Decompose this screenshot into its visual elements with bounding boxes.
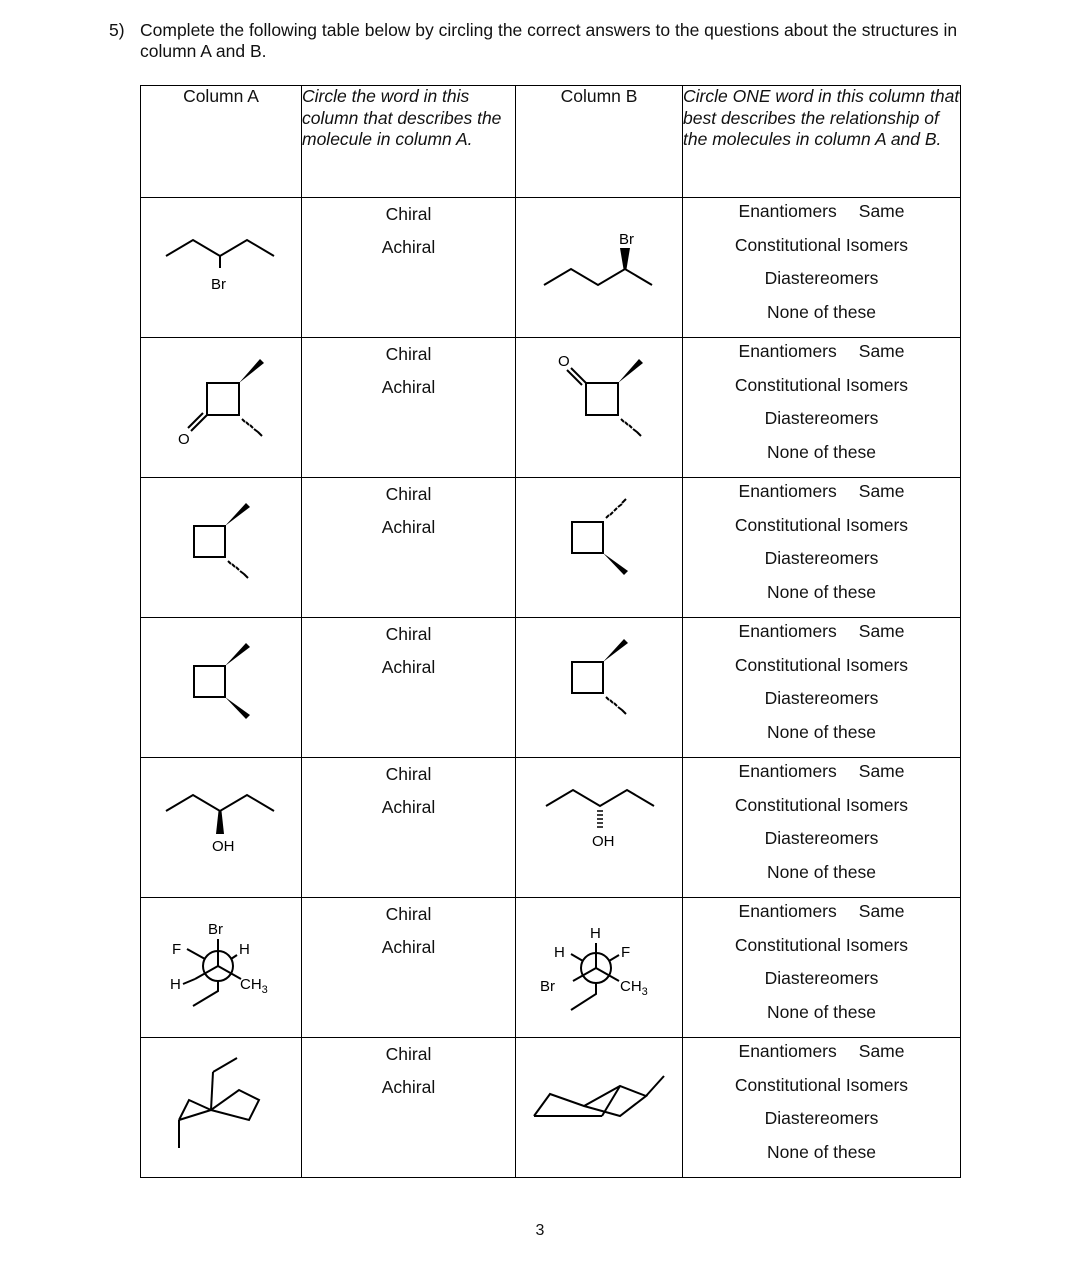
relationship-choice-row-2 — [683, 338, 961, 478]
chiral-option[interactable]: Chiral — [385, 1044, 432, 1064]
chirality-instruction-header: Circle the word in this column that describes the molecule in column A. — [302, 86, 516, 198]
oxygen-label: O — [178, 431, 190, 448]
table-row — [141, 898, 961, 1038]
none-of-these-option[interactable]: None of these — [767, 1001, 876, 1022]
methyl-label: $CH_3$ — [240, 976, 268, 996]
hydrogen-label: H — [239, 941, 250, 958]
constitutional-isomers-option[interactable]: Constitutional Isomers — [734, 1074, 909, 1095]
achiral-option[interactable]: Achiral — [381, 377, 436, 397]
diastereomers-option[interactable]: Diastereomers — [764, 268, 879, 288]
relationship-choice-row-6 — [683, 898, 961, 1038]
structure-b-row-3 — [516, 478, 683, 618]
structure-b-row-5 — [516, 758, 683, 898]
structure-b-row-7 — [516, 1038, 683, 1178]
hydrogen-label: H — [590, 925, 601, 942]
same-option[interactable]: Same — [858, 341, 905, 361]
chiral-option[interactable]: Chiral — [385, 344, 432, 364]
same-option[interactable]: Same — [858, 761, 905, 781]
constitutional-isomers-option[interactable]: Constitutional Isomers — [734, 234, 909, 255]
table-row — [141, 198, 961, 338]
chiral-option[interactable]: Chiral — [385, 204, 432, 224]
hydroxyl-label: OH — [212, 838, 235, 855]
chiral-option[interactable]: Chiral — [385, 484, 432, 504]
achiral-option[interactable]: Achiral — [381, 517, 436, 537]
fluorine-label: F — [172, 941, 182, 958]
diastereomers-option[interactable]: Diastereomers — [764, 968, 879, 988]
chirality-choice-row-6[interactable] — [302, 898, 516, 1038]
chiral-option[interactable]: Chiral — [385, 624, 432, 644]
achiral-option[interactable]: Achiral — [381, 237, 436, 257]
enantiomers-option[interactable]: Enantiomers — [738, 621, 837, 641]
hydrogen-label: H — [554, 944, 565, 961]
oxygen-label: O — [558, 353, 570, 370]
question-number: 5) — [109, 20, 125, 40]
diastereomers-option[interactable]: Diastereomers — [764, 408, 879, 428]
relationship-choice-row-1 — [683, 198, 961, 338]
structure-b-row-2 — [516, 338, 683, 478]
header-row — [141, 86, 961, 198]
same-option[interactable]: Same — [858, 621, 905, 641]
chirality-choice-row-7[interactable] — [302, 1038, 516, 1178]
fluorine-label: F — [621, 944, 631, 961]
relationship-choice-row-7 — [683, 1038, 961, 1178]
structure-a-row-1 — [141, 198, 302, 338]
structure-b-row-6 — [516, 898, 683, 1038]
structure-a-row-7 — [141, 1038, 302, 1178]
chirality-choice-row-1[interactable] — [302, 198, 516, 338]
achiral-option[interactable]: Achiral — [381, 937, 436, 957]
hydrogen-label: H — [170, 976, 181, 993]
bromine-label: Br — [619, 231, 634, 248]
relationship-choice-row-3 — [683, 478, 961, 618]
table-row — [141, 1038, 961, 1178]
same-option[interactable]: Same — [858, 201, 905, 221]
relationship-choice-row-4 — [683, 618, 961, 758]
structure-a-row-4 — [141, 618, 302, 758]
enantiomers-option[interactable]: Enantiomers — [738, 481, 837, 501]
chirality-choice-row-4[interactable] — [302, 618, 516, 758]
none-of-these-option[interactable]: None of these — [767, 861, 876, 882]
structure-a-row-5 — [141, 758, 302, 898]
question-text: Complete the following table below by circling the correct answers to the questions about the structures in column A and B. — [140, 20, 958, 61]
chiral-option[interactable]: Chiral — [385, 764, 432, 784]
structure-a-row-2 — [141, 338, 302, 478]
constitutional-isomers-option[interactable]: Constitutional Isomers — [734, 374, 909, 395]
table-row — [141, 338, 961, 478]
none-of-these-option[interactable]: None of these — [767, 721, 876, 742]
table-row — [141, 758, 961, 898]
methyl-label: $CH_3$ — [620, 978, 648, 998]
constitutional-isomers-option[interactable]: Constitutional Isomers — [734, 654, 909, 675]
diastereomers-option[interactable]: Diastereomers — [764, 828, 879, 848]
achiral-option[interactable]: Achiral — [381, 1077, 436, 1097]
structure-a-row-3 — [141, 478, 302, 618]
enantiomers-option[interactable]: Enantiomers — [738, 201, 837, 221]
page-number: 3 — [535, 1222, 545, 1239]
table-row — [141, 618, 961, 758]
constitutional-isomers-option[interactable]: Constitutional Isomers — [734, 514, 909, 535]
diastereomers-option[interactable]: Diastereomers — [764, 1108, 879, 1128]
enantiomers-option[interactable]: Enantiomers — [738, 761, 837, 781]
none-of-these-option[interactable]: None of these — [767, 441, 876, 462]
none-of-these-option[interactable]: None of these — [767, 581, 876, 602]
achiral-option[interactable]: Achiral — [381, 797, 436, 817]
chiral-option[interactable]: Chiral — [385, 904, 432, 924]
structure-b-row-4 — [516, 618, 683, 758]
achiral-option[interactable]: Achiral — [381, 657, 436, 677]
table-row — [141, 478, 961, 618]
enantiomers-option[interactable]: Enantiomers — [738, 1041, 837, 1061]
constitutional-isomers-option[interactable]: Constitutional Isomers — [734, 934, 909, 955]
column-b-header: Column B — [516, 86, 683, 198]
diastereomers-option[interactable]: Diastereomers — [764, 548, 879, 568]
enantiomers-option[interactable]: Enantiomers — [738, 341, 837, 361]
bromine-label: Br — [211, 276, 226, 293]
relationship-instruction-header: Circle ONE word in this column that best describes the relationship of the molecules in column A and B. — [683, 86, 961, 198]
chirality-choice-row-5[interactable] — [302, 758, 516, 898]
same-option[interactable]: Same — [858, 481, 905, 501]
none-of-these-option[interactable]: None of these — [767, 301, 876, 322]
bromine-label: Br — [540, 978, 555, 995]
hydroxyl-label: OH — [592, 833, 615, 850]
diastereomers-option[interactable]: Diastereomers — [764, 688, 879, 708]
bromine-label: Br — [208, 921, 223, 938]
chirality-choice-row-2[interactable] — [302, 338, 516, 478]
structure-b-row-1 — [516, 198, 683, 338]
none-of-these-option[interactable]: None of these — [767, 1141, 876, 1162]
relationship-choice-row-5 — [683, 758, 961, 898]
question-table — [140, 85, 961, 1178]
structure-a-row-6 — [141, 898, 302, 1038]
chirality-choice-row-3[interactable] — [302, 478, 516, 618]
same-option[interactable]: Same — [858, 1041, 905, 1061]
same-option[interactable]: Same — [858, 901, 905, 921]
enantiomers-option[interactable]: Enantiomers — [738, 901, 837, 921]
constitutional-isomers-option[interactable]: Constitutional Isomers — [734, 794, 909, 815]
column-a-header: Column A — [141, 86, 302, 198]
